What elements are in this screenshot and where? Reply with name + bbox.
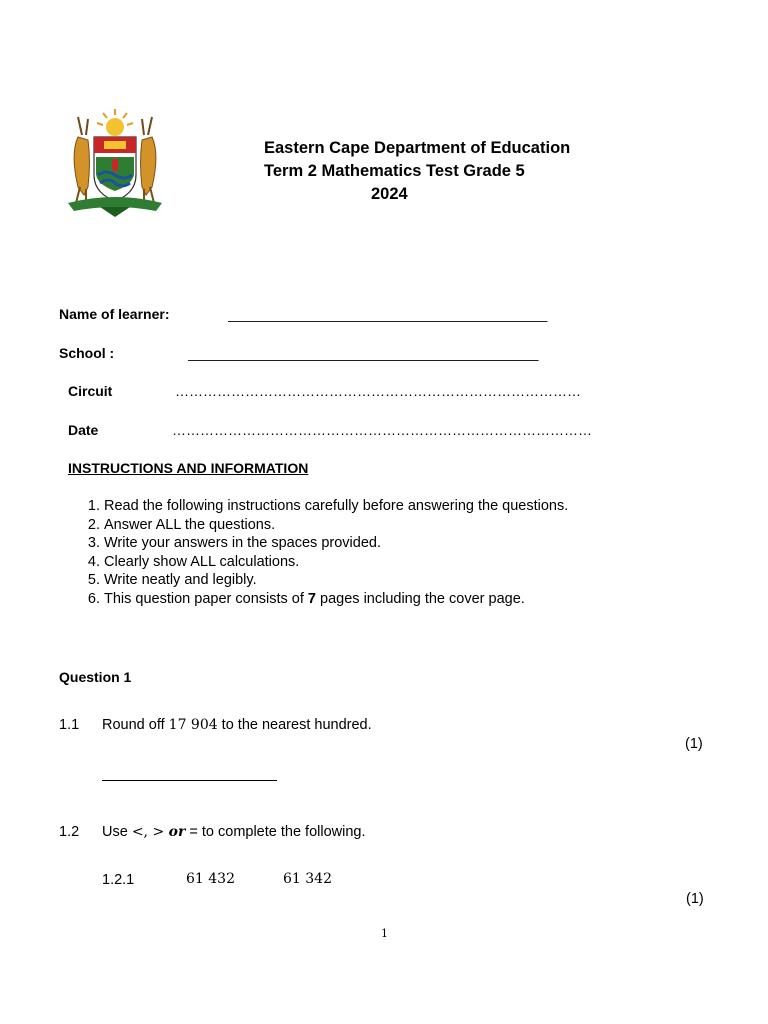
instruction-item: 2. Answer ALL the questions. — [104, 516, 704, 535]
question-1-1-mark: (1) — [685, 736, 703, 752]
question-1-2-1-mark: (1) — [686, 891, 704, 907]
instruction-pages-before: This question paper consists of — [104, 590, 308, 607]
left-antelope — [74, 117, 89, 203]
coat-of-arms-logo — [60, 95, 170, 220]
instruction-item: 5. Write neatly and legibly. — [104, 571, 704, 590]
school-label: School : — [59, 345, 115, 361]
question-1-2-text-before: Use — [102, 824, 132, 840]
question-1-1-number: 1.1 — [59, 717, 80, 733]
shield-emblem — [94, 137, 136, 201]
circuit-line[interactable]: …………………………………………………………………………… — [175, 383, 581, 399]
instruction-item-pages — [104, 590, 704, 609]
question-1-1-answer-line[interactable] — [102, 780, 277, 781]
instruction-item: 3. Write your answers in the spaces provided. — [104, 534, 704, 553]
question-1-1-text — [102, 717, 372, 733]
header-year: 2024 — [371, 185, 408, 203]
date-label: Date — [68, 422, 99, 438]
instructions-list — [66, 497, 704, 609]
instructions-heading: INSTRUCTIONS AND INFORMATION — [68, 460, 309, 476]
sun-emblem — [97, 109, 133, 136]
question-1-2-or-word: or — [168, 824, 186, 840]
date-line[interactable]: ……………………………………………………………………………… — [172, 422, 592, 438]
question-1-2-1-right-value: 61 342 — [283, 871, 332, 887]
page-number: 1 — [381, 927, 388, 940]
header-department: Eastern Cape Department of Education — [264, 139, 571, 157]
question-1-2-text — [102, 824, 366, 840]
right-antelope — [141, 117, 156, 203]
name-of-learner-line[interactable]: _________________________________________ — [228, 306, 548, 322]
crest-base — [68, 197, 162, 217]
question-1-1-text-after: to the nearest hundred. — [217, 717, 372, 733]
header-test-title: Term 2 Mathematics Test Grade 5 — [264, 162, 525, 180]
instruction-pages-count: 7 — [307, 590, 316, 607]
question-1-heading: Question 1 — [59, 669, 132, 685]
instruction-pages-after: pages including the cover page. — [316, 590, 525, 607]
question-1-1-text-before: Round off — [102, 717, 169, 733]
school-line[interactable]: _____________________________________________ — [188, 345, 539, 361]
question-1-2-text-after: = to complete the following. — [185, 824, 366, 840]
question-1-2-1-number: 1.2.1 — [102, 872, 135, 888]
question-1-2-symbols: <, > — [131, 824, 169, 840]
instruction-item: 1. Read the following instructions carefully before answering the questions. — [104, 497, 704, 516]
instruction-item: 4. Clearly show ALL calculations. — [104, 553, 704, 572]
question-1-2-1-left-value: 61 432 — [186, 871, 235, 887]
circuit-label: Circuit — [68, 383, 113, 399]
question-1-1-number-value: 17 904 — [168, 717, 218, 733]
name-of-learner-label: Name of learner: — [59, 306, 170, 322]
question-1-2-number: 1.2 — [59, 824, 80, 840]
